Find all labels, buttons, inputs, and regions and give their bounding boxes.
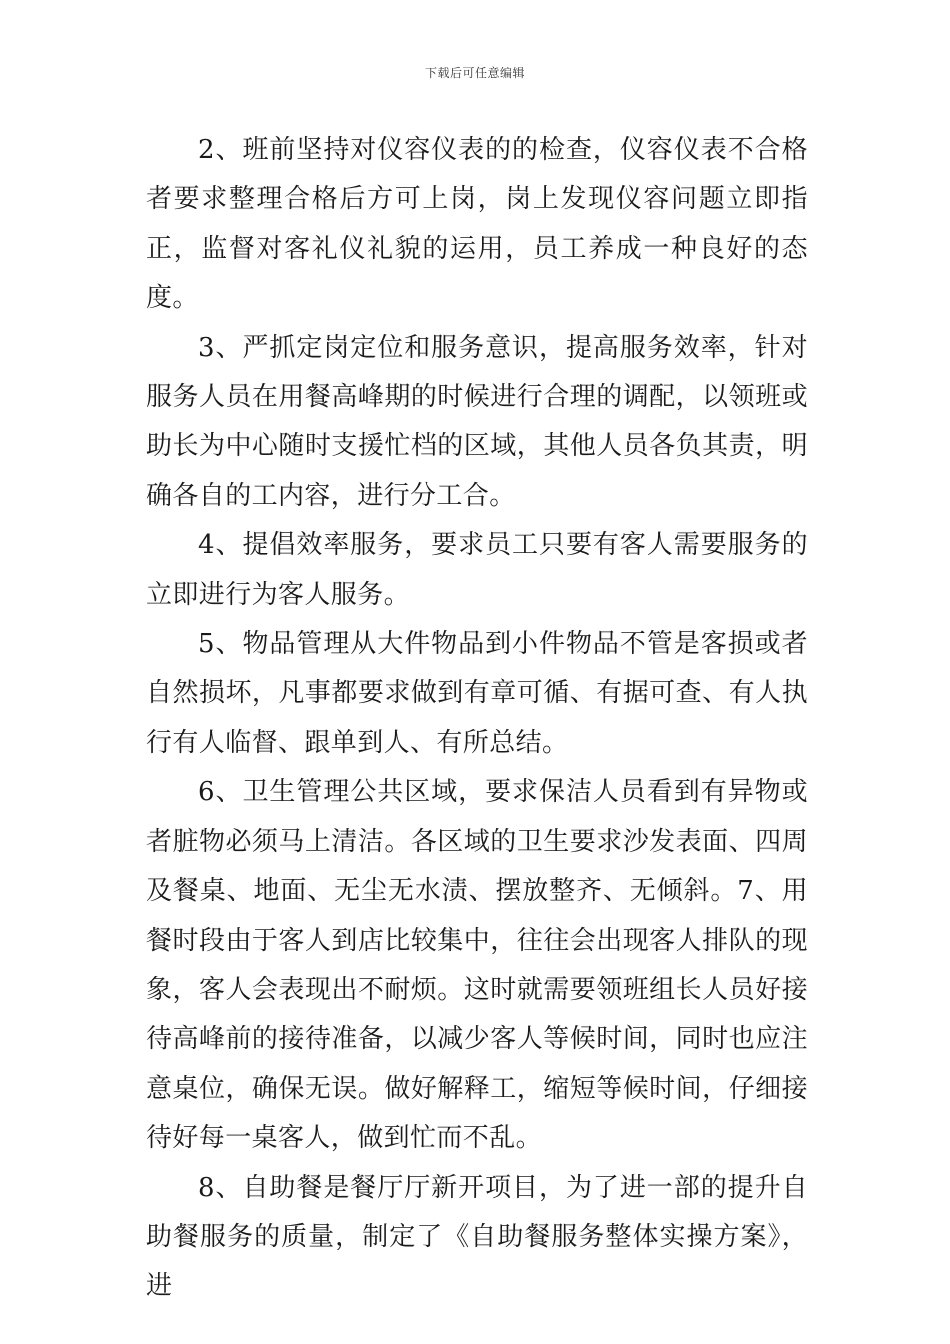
paragraph-8: 8、自助餐是餐厅厅新开项目，为了进一部的提升自助餐服务的质量，制定了《自助餐服务整体实操方案》，进 [146,1172,808,1302]
paragraph-5: 5、物品管理从大件物品到小件物品不管是客损或者自然损坏，凡事都要求做到有章可循、有据可查、有人执行有人临督、跟单到人、有所总结。 [146,629,808,758]
page-header: 下载后可任意编辑 [424,66,525,80]
document-body [146,126,808,1312]
paragraph-2: 2、班前坚持对仪容仪表的的检查，仪容仪表不合格者要求整理合格后方可上岗，岗上发现仪容问题立即指正，监督对客礼仪礼貌的运用，员工养成一种良好的态度。 [146,135,808,314]
paragraph-4: 4、提倡效率服务，要求员工只要有客人需要服务的立即进行为客人服务。 [146,530,808,610]
paragraph-6-7: 6、卫生管理公共区域，要求保洁人员看到有异物或者脏物必须马上清洁。各区域的卫生要求沙发表面、四周及餐桌、地面、无尘无水渍、摆放整齐、无倾斜。7、用餐时段由于客人到店比较集中，往往会出现客人排队的现象，客人会表现出不耐烦。这时就需要领班组长人员好接待高峰前的接待准备，以减少客人等候时间，同时也应注意桌位，确保无误。做好解释工，缩短等候时间，仔细接待好每一桌客人，做到忙而不乱。 [146,777,808,1154]
paragraph-3: 3、严抓定岗定位和服务意识，提高服务效率，针对服务人员在用餐高峰期的时候进行合理的调配，以领班或助长为中心随时支援忙档的区域，其他人员各负其责，明确各自的工内容，进行分工合。 [146,332,808,511]
